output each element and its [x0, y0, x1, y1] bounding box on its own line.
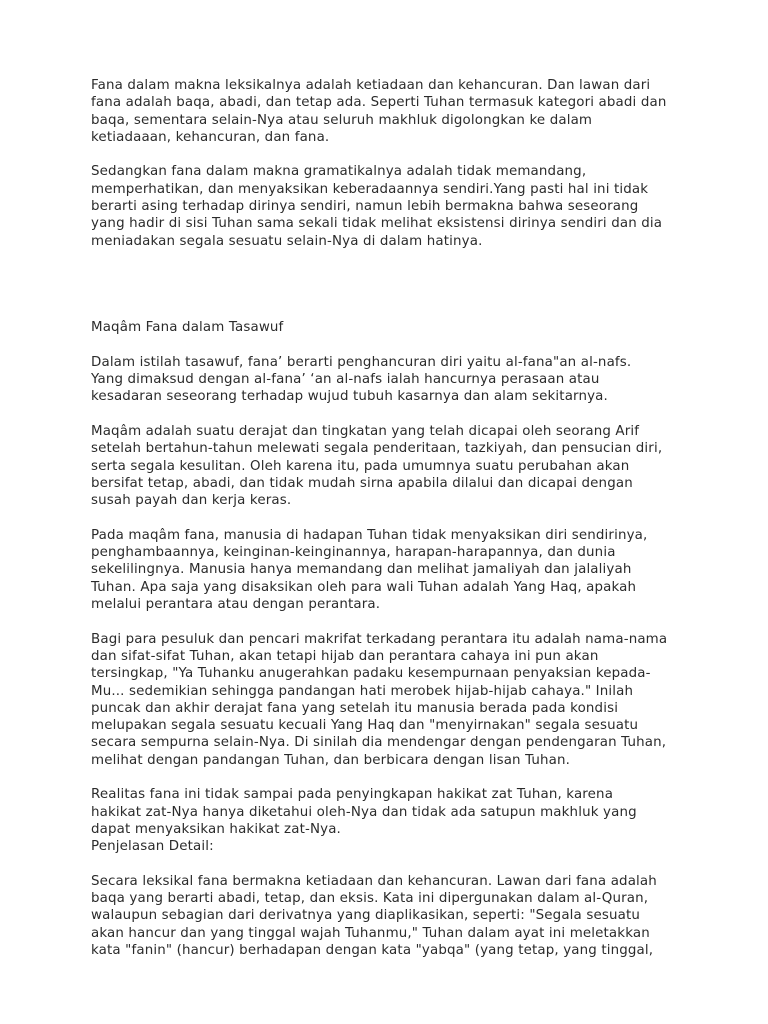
- paragraph-maqam: Maqâm adalah suatu derajat dan tingkatan yang telah dicapai oleh seorang Arif setelah bertahun-tahun melewati segala penderitaan, tazkiyah, dan pensucian diri, serta segala kesulitan. Oleh karena itu, pada umumnya suatu perubahan akan bersifat tetap, abadi, dan tidak mudah sirna apabila dilalui dan dicapai dengan susah payah dan kerja keras.: [91, 424, 663, 509]
- document-body: [91, 77, 691, 977]
- paragraph-realitas-fana: Realitas fana ini tidak sampai pada penyingkapan hakikat zat Tuhan, karena hakikat zat-Nya hanya diketahui oleh-Nya dan tidak ada satupun makhluk yang dapat menyaksikan hakikat zat-Nya.: [91, 787, 637, 837]
- paragraph-maqam-fana: Pada maqâm fana, manusia di hadapan Tuhan tidak menyaksikan diri sendirinya, penghambaannya, keinginan-keinginannya, harapan-harapannya, dan dunia sekelilingnya. Manusia hanya memandang dan melihat jamaliyah dan jalaliyah Tuhan. Apa saja yang disaksikan oleh para wali Tuhan adalah Yang Haq, apakah melalui perantara atau dengan perantara.: [91, 527, 648, 613]
- detail-label: Penjelasan Detail:: [91, 839, 214, 855]
- paragraph-detail-leksikal: Secara leksikal fana bermakna ketiadaan dan kehancuran. Lawan dari fana adalah baqa yang berarti abadi, tetap, dan eksis. Kata ini dipergunakan dalam al-Quran, walaupun sebagian dari derivatnya yang diaplikasikan, seperti: "Segala sesuatu akan hancur dan yang tinggal wajah Tuhanmu," Tuhan dalam ayat ini meletakkan kata "fanin" (hancur) berhadapan dengan kata "yabqa" (yang tetap, yang tinggal,: [91, 873, 657, 958]
- blank-gap: [91, 267, 691, 319]
- section-heading: Maqâm Fana dalam Tasawuf: [91, 320, 284, 336]
- paragraph-pesuluk: Bagi para pesuluk dan pencari makrifat terkadang perantara itu adalah nama-nama dan sifat-sifat Tuhan, akan tetapi hijab dan perantara cahaya ini pun akan tersingkap, "Ya Tuhanku anugerahkan padaku kesempurnaan penyaksian kepada- Mu... sedemikian sehingga pandangan hati merobek hijab-hijab cahaya." Inilah puncak dan akhir derajat fana yang setelah itu manusia berada pada kondisi melupakan segala sesuatu kecuali Yang Haq dan "menyirnakan" segala sesuatu secara sempurna selain-Nya. Di sinilah dia mendengar dengan pendengaran Tuhan, melihat dengan pandangan Tuhan, dan berbicara dengan lisan Tuhan.: [91, 631, 668, 768]
- paragraph-fana-gramatikal: Sedangkan fana dalam makna gramatikalnya adalah tidak memandang, memperhatikan, dan menyaksikan keberadaannya sendiri.Yang pasti hal ini tidak berarti asing terhadap dirinya sendiri, namun lebih bermakna bahwa seseorang yang hadir di sisi Tuhan sama sekali tidak melihat eksistensi dirinya sendiri dan dia meniadakan segala sesuatu selain-Nya di dalam hatinya.: [91, 164, 663, 249]
- paragraph-fana-leksikal: Fana dalam makna leksikalnya adalah ketiadaan dan kehancuran. Dan lawan dari fana adalah baqa, abadi, dan tetap ada. Seperti Tuhan termasuk kategori abadi dan baqa, sementara selain-Nya atau seluruh makhluk digolongkan ke dalam ketiadaaan, kehancuran, dan fana.: [91, 78, 667, 145]
- paragraph-istilah-tasawuf: Dalam istilah tasawuf, fana’ berarti penghancuran diri yaitu al-fana"an al-nafs. Yang dimaksud dengan al-fana’ ‘an al-nafs ialah hancurnya perasaan atau kesadaran seseorang terhadap wujud tubuh kasarnya dan alam sekitarnya.: [91, 354, 632, 405]
